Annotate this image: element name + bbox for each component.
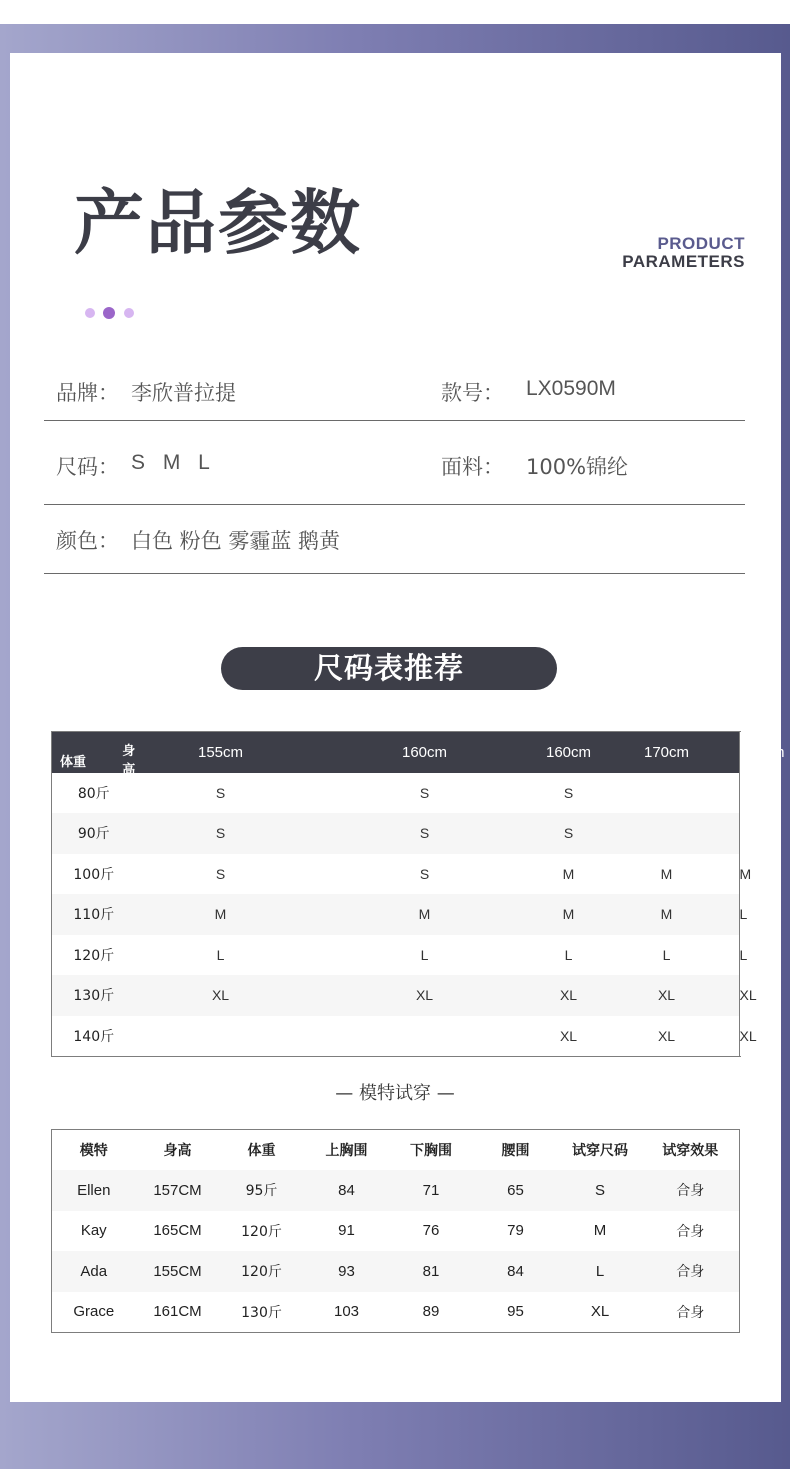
size-value: S M L xyxy=(131,451,216,474)
height-col: 155cm xyxy=(197,743,244,761)
size-cell: S xyxy=(419,784,430,801)
size-cell xyxy=(306,1016,544,1057)
table-cell: Kay xyxy=(80,1222,107,1240)
table-cell: 120斤 xyxy=(241,1264,282,1281)
table-cell: XL xyxy=(590,1303,610,1320)
column-header: 模特 xyxy=(79,1143,108,1159)
size-cell: S xyxy=(215,825,226,842)
table-cell: 合身 xyxy=(676,1304,705,1321)
table-cell: 84 xyxy=(338,1181,355,1199)
weight-cell: 80斤 xyxy=(77,785,110,802)
table-cell: 130斤 xyxy=(241,1304,282,1321)
column-header: 腰围 xyxy=(501,1143,530,1159)
dot-icon xyxy=(124,308,134,318)
size-cell: M xyxy=(562,865,575,882)
column-header: 下胸围 xyxy=(410,1143,452,1159)
column-header: 体重 xyxy=(247,1143,276,1159)
table-cell: Grace xyxy=(73,1303,115,1320)
size-cell: M xyxy=(418,906,431,923)
table-row xyxy=(52,1251,740,1292)
table-row xyxy=(52,1016,740,1057)
size-cell xyxy=(594,813,740,854)
size-cell: S xyxy=(215,865,226,882)
weight-cell: 90斤 xyxy=(77,826,110,843)
param-row-brand xyxy=(44,377,745,421)
size-cell: L xyxy=(564,946,573,963)
table-cell: 65 xyxy=(507,1181,524,1199)
size-cell: M xyxy=(660,865,673,882)
weight-cell: 110斤 xyxy=(73,907,115,924)
table-cell: 81 xyxy=(422,1262,440,1280)
weight-cell: 100斤 xyxy=(73,866,115,883)
table-cell: 89 xyxy=(422,1303,440,1320)
table-cell: 93 xyxy=(338,1262,355,1280)
size-cell xyxy=(136,1016,306,1057)
table-row xyxy=(52,813,740,854)
table-cell: 合身 xyxy=(676,1223,705,1240)
size-cell: XL xyxy=(211,987,230,1004)
color-value: 白色 粉色 雾霾蓝 鹅黄 xyxy=(131,529,341,553)
table-row xyxy=(52,1170,740,1211)
table-row xyxy=(52,894,740,935)
size-cell: S xyxy=(215,784,226,801)
size-cell: S xyxy=(563,825,574,842)
size-cell: L xyxy=(662,946,671,963)
size-cell: XL xyxy=(657,1027,676,1044)
color-label: 颜色： xyxy=(56,529,119,553)
model-trial-heading: — 模特试穿 — xyxy=(335,1083,455,1104)
table-cell: 79 xyxy=(507,1222,524,1240)
table-cell: 161CM xyxy=(153,1303,202,1320)
size-chart-title: 尺码表推荐 xyxy=(221,647,557,690)
subtitle-line1: PRODUCT xyxy=(657,234,745,253)
size-cell: XL xyxy=(559,987,578,1004)
table-row xyxy=(52,935,740,976)
table-row xyxy=(52,773,740,814)
table-cell: 合身 xyxy=(676,1183,705,1200)
table-cell: 165CM xyxy=(153,1222,202,1240)
size-chart-header xyxy=(52,732,740,773)
column-header: 上胸围 xyxy=(325,1143,368,1159)
param-row-color xyxy=(44,525,745,574)
size-cell: XL xyxy=(657,987,676,1004)
column-header: 身高 xyxy=(163,1143,192,1159)
fabric-label: 面料： xyxy=(441,455,504,479)
table-cell: 95 xyxy=(507,1303,524,1320)
size-cell: L xyxy=(216,946,225,963)
size-cell: XL xyxy=(415,987,434,1004)
corner-cell xyxy=(52,732,136,778)
table-cell: 157CM xyxy=(153,1181,202,1199)
table-cell: Ada xyxy=(80,1262,108,1280)
table-cell: 84 xyxy=(507,1262,524,1280)
table-cell: Ellen xyxy=(77,1181,111,1199)
page-subtitle-en xyxy=(622,235,745,271)
param-row-size xyxy=(44,451,745,505)
table-cell: 155CM xyxy=(153,1262,202,1280)
table-row xyxy=(52,975,740,1016)
table-cell: 120斤 xyxy=(241,1223,282,1240)
height-col: 170cm xyxy=(643,743,690,761)
brand-label: 品牌： xyxy=(56,381,119,405)
table-cell: 合身 xyxy=(676,1264,705,1281)
style-value: LX0590M xyxy=(526,377,616,400)
size-cell: M xyxy=(562,906,575,923)
size-cell xyxy=(594,773,740,814)
subtitle-line2: PARAMETERS xyxy=(622,252,745,271)
column-header: 试穿尺码 xyxy=(572,1143,628,1159)
size-cell: S xyxy=(563,784,574,801)
weight-cell: 130斤 xyxy=(73,988,115,1005)
weight-cell: 140斤 xyxy=(73,1028,115,1045)
column-header: 试穿效果 xyxy=(662,1143,719,1159)
table-cell: 95斤 xyxy=(245,1183,278,1200)
weight-header: 体重 xyxy=(60,755,87,770)
table-cell: M xyxy=(593,1222,607,1240)
size-cell: S xyxy=(419,825,430,842)
size-cell: XL xyxy=(559,1027,578,1044)
height-col: 160cm xyxy=(545,743,592,761)
page-title: 产品参数 xyxy=(74,182,362,264)
table-row xyxy=(52,1211,740,1252)
height-col: 160cm xyxy=(401,743,448,761)
table-cell: 103 xyxy=(333,1303,360,1320)
table-cell: 76 xyxy=(422,1222,440,1240)
brand-value: 李欣普拉提 xyxy=(131,381,236,405)
size-cell: M xyxy=(214,906,227,923)
model-trial-table xyxy=(51,1129,740,1333)
fabric-value: 100%锦纶 xyxy=(526,455,629,479)
size-cell: L xyxy=(420,946,429,963)
table-cell: 71 xyxy=(422,1181,440,1199)
size-cell: S xyxy=(419,865,430,882)
table-cell: L xyxy=(595,1262,605,1280)
dot-icon xyxy=(103,307,115,319)
weight-cell: 120斤 xyxy=(73,947,115,964)
table-row xyxy=(52,1292,740,1333)
size-chart-table xyxy=(51,731,740,1057)
model-table-header xyxy=(52,1130,740,1171)
style-label: 款号： xyxy=(441,381,504,405)
size-label: 尺码： xyxy=(56,455,119,479)
table-cell: S xyxy=(594,1181,605,1199)
height-header: 身高 xyxy=(122,744,136,778)
table-cell: 91 xyxy=(338,1222,355,1240)
table-row xyxy=(52,854,740,895)
size-cell: M xyxy=(660,906,673,923)
dot-icon xyxy=(85,308,95,318)
